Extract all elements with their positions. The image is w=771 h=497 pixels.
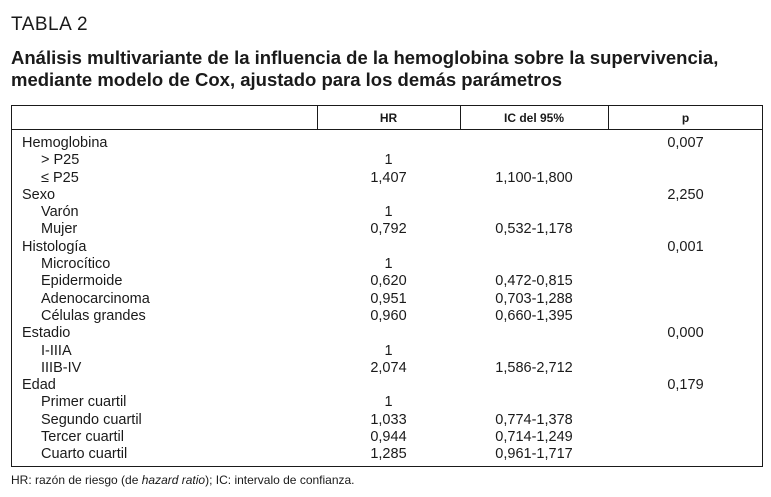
hr-value: 0,620 <box>370 273 407 290</box>
table-row <box>12 412 762 429</box>
hr-value: 0,792 <box>370 221 407 238</box>
row-label: Segundo cuartil <box>41 411 142 428</box>
row-label: Tercer cuartil <box>41 429 124 446</box>
table-row <box>12 308 762 325</box>
row-label: > P25 <box>41 152 80 169</box>
row-label: ≤ P25 <box>41 169 79 186</box>
ic-value: 0,774-1,378 <box>495 411 573 428</box>
table-row <box>12 204 762 221</box>
p-value: 0,179 <box>667 377 704 394</box>
footnote <box>11 473 355 487</box>
table-row <box>12 446 762 463</box>
hr-value: 1,407 <box>370 169 407 186</box>
p-value: 0,000 <box>667 325 704 342</box>
header-hr: HR <box>379 111 398 125</box>
ic-value: 1,586-2,712 <box>495 359 573 376</box>
hr-value: 1 <box>384 394 393 411</box>
table-row <box>12 325 762 342</box>
row-label: Microcítico <box>41 256 111 273</box>
ic-value: 0,532-1,178 <box>495 221 573 238</box>
table-row <box>12 170 762 187</box>
table-row <box>12 187 762 204</box>
p-value: 2,250 <box>667 186 704 203</box>
row-label: Epidermoide <box>41 273 123 290</box>
row-label: Edad <box>22 377 56 394</box>
table-row <box>12 377 762 394</box>
table-row <box>12 152 762 169</box>
table-row <box>12 221 762 238</box>
row-label: Mujer <box>41 221 78 238</box>
ic-value: 0,472-0,815 <box>495 273 573 290</box>
ic-value: 0,714-1,249 <box>495 429 573 446</box>
table-header <box>12 106 762 130</box>
table-row <box>12 394 762 411</box>
hr-value: 1 <box>384 256 393 273</box>
row-label: Histología <box>22 238 87 255</box>
row-label: Varón <box>41 204 79 221</box>
footnote-text-end: ); IC: intervalo de confianza. <box>205 473 355 487</box>
table-row <box>12 273 762 290</box>
table-row <box>12 343 762 360</box>
hr-value: 1 <box>384 204 393 221</box>
hr-value: 1,285 <box>370 446 407 463</box>
hr-value: 0,944 <box>370 429 407 446</box>
ic-value: 0,961-1,717 <box>495 446 573 463</box>
row-label: Sexo <box>22 186 56 203</box>
hr-value: 1,033 <box>370 411 407 428</box>
row-label: IIIB-IV <box>41 359 82 376</box>
hr-value: 1 <box>384 342 393 359</box>
table-row <box>12 135 762 152</box>
row-label: Estadio <box>22 325 71 342</box>
row-label: Hemoglobina <box>22 135 108 151</box>
row-label: Adenocarcinoma <box>41 290 150 307</box>
hr-value: 0,960 <box>370 307 407 324</box>
table-row <box>12 429 762 446</box>
row-label: Cuarto cuartil <box>41 446 128 463</box>
ic-value: 1,100-1,800 <box>495 169 573 186</box>
table-body <box>12 135 762 464</box>
hr-value: 1 <box>384 152 393 169</box>
table-row <box>12 291 762 308</box>
footnote-italic-term: hazard ratio <box>141 473 206 487</box>
table-row <box>12 360 762 377</box>
table-title: Análisis multivariante de la influencia de la hemoglobina sobre la supervivencia, mediante modelo de Cox, ajustado para los demás parámetros <box>11 47 719 90</box>
header-p: p <box>681 111 690 125</box>
hr-value: 0,951 <box>370 290 407 307</box>
table-row <box>12 256 762 273</box>
ic-value: 0,660-1,395 <box>495 307 573 324</box>
p-value: 0,007 <box>667 135 704 151</box>
results-table <box>11 105 763 467</box>
p-value: 0,001 <box>667 238 704 255</box>
row-label: Células grandes <box>41 307 146 324</box>
table-label: TABLA 2 <box>11 14 89 35</box>
row-label: I-IIIA <box>41 342 72 359</box>
hr-value: 2,074 <box>370 359 407 376</box>
footnote-text: HR: razón de riesgo (de <box>11 473 142 487</box>
row-label: Primer cuartil <box>41 394 127 411</box>
header-ic: IC del 95% <box>503 111 565 125</box>
table-row <box>12 239 762 256</box>
ic-value: 0,703-1,288 <box>495 290 573 307</box>
